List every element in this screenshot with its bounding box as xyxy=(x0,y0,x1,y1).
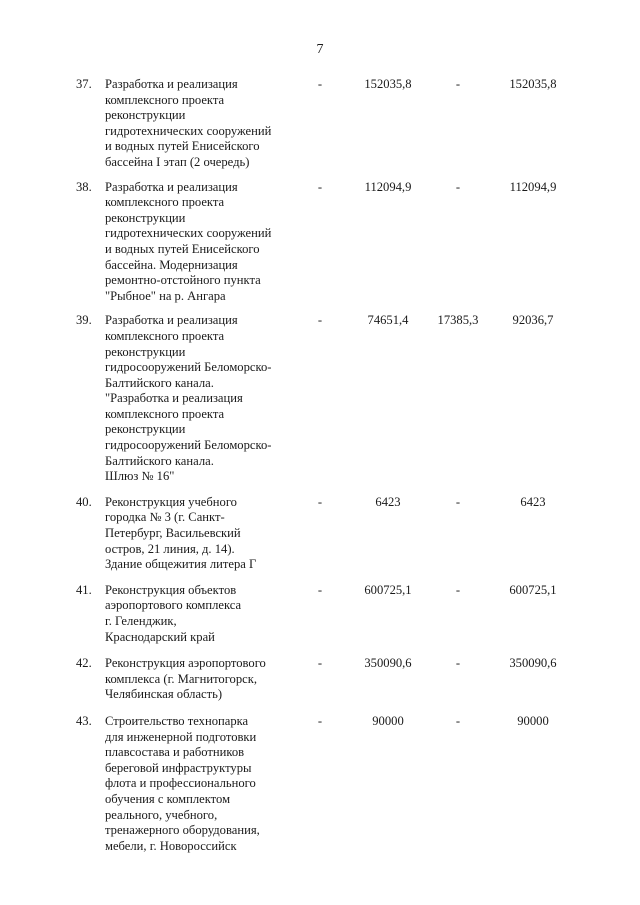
row-value-col3: 17385,3 xyxy=(437,313,479,328)
table-row xyxy=(0,77,640,171)
row-number: 43. xyxy=(76,713,92,728)
row-value-col3: - xyxy=(455,656,461,671)
row-number: 37. xyxy=(76,77,92,91)
row-value-col2: 350090,6 xyxy=(364,656,412,671)
row-description: Строительство технопарка для инженерной подготовки плавсостава и работников береговой инфраструктуры флота и профессионального обучения с комплектом реального, учебного, тренажерного оборудования, мебели, г. Новороссийск xyxy=(105,713,260,853)
row-value-col1: - xyxy=(317,494,323,509)
row-description: Разработка и реализация комплексного проекта реконструкции гидротехнических сооружений и водных путей Енисейского бассейна I этап (2 очередь) xyxy=(105,77,272,169)
page-number: 7 xyxy=(316,42,324,57)
row-value-col3: - xyxy=(455,713,461,728)
row-value-col2: 74651,4 xyxy=(367,313,409,328)
row-value-total: 92036,7 xyxy=(512,313,554,328)
row-value-col2: 6423 xyxy=(375,494,401,509)
row-description: Разработка и реализация комплексного проекта реконструкции гидротехнических сооружений и водных путей Енисейского бассейна. Модернизация ремонтно-отстойного пункта "Рыбное" на р. Ангара xyxy=(105,179,272,303)
row-number: 40. xyxy=(76,494,92,509)
row-value-total: 112094,9 xyxy=(509,179,557,194)
row-value-total: 152035,8 xyxy=(509,77,557,91)
row-value-col1: - xyxy=(317,313,323,328)
row-value-col2: 152035,8 xyxy=(364,77,412,91)
row-value-col2: 90000 xyxy=(372,713,404,728)
row-value-col1: - xyxy=(317,713,323,728)
row-description: Реконструкция объектов аэропортового комплекса г. Геленджик, Краснодарский край xyxy=(105,582,242,644)
row-value-col3: - xyxy=(455,582,461,597)
row-value-col1: - xyxy=(317,179,323,194)
row-number: 39. xyxy=(76,313,92,328)
table-row xyxy=(0,583,640,645)
row-value-col2: 600725,1 xyxy=(364,582,412,597)
table-row xyxy=(0,656,640,703)
row-value-col3: - xyxy=(455,179,461,194)
row-value-col3: - xyxy=(455,494,461,509)
row-description: Реконструкция учебного городка № 3 (г. Санкт- Петербург, Васильевский остров, 21 линия, д. 14). Здание общежития литера Г xyxy=(105,494,257,572)
row-value-col1: - xyxy=(317,77,323,91)
budget-table xyxy=(0,77,640,854)
row-value-col1: - xyxy=(317,582,323,597)
row-value-total: 600725,1 xyxy=(509,582,557,597)
row-value-col1: - xyxy=(317,656,323,671)
row-number: 41. xyxy=(76,582,92,597)
table-row xyxy=(0,313,640,485)
row-number: 42. xyxy=(76,656,92,671)
row-value-total: 350090,6 xyxy=(509,656,557,671)
row-description: Разработка и реализация комплексного проекта реконструкции гидросооружений Беломорско- Балтийского канала. "Разработка и реализация комплексного проекта реконструкции гидросооружений Беломорско- Балтийского канала. Шлюз № 16" xyxy=(105,313,272,484)
row-value-col3: - xyxy=(455,77,461,91)
table-row xyxy=(0,714,640,854)
row-value-col2: 112094,9 xyxy=(364,179,412,194)
row-description: Реконструкция аэропортового комплекса (г. Магнитогорск, Челябинская область) xyxy=(105,656,266,702)
row-value-total: 6423 xyxy=(520,494,546,509)
row-value-total: 90000 xyxy=(517,713,549,728)
row-number: 38. xyxy=(76,179,92,194)
table-row xyxy=(0,180,640,305)
table-row xyxy=(0,495,640,573)
